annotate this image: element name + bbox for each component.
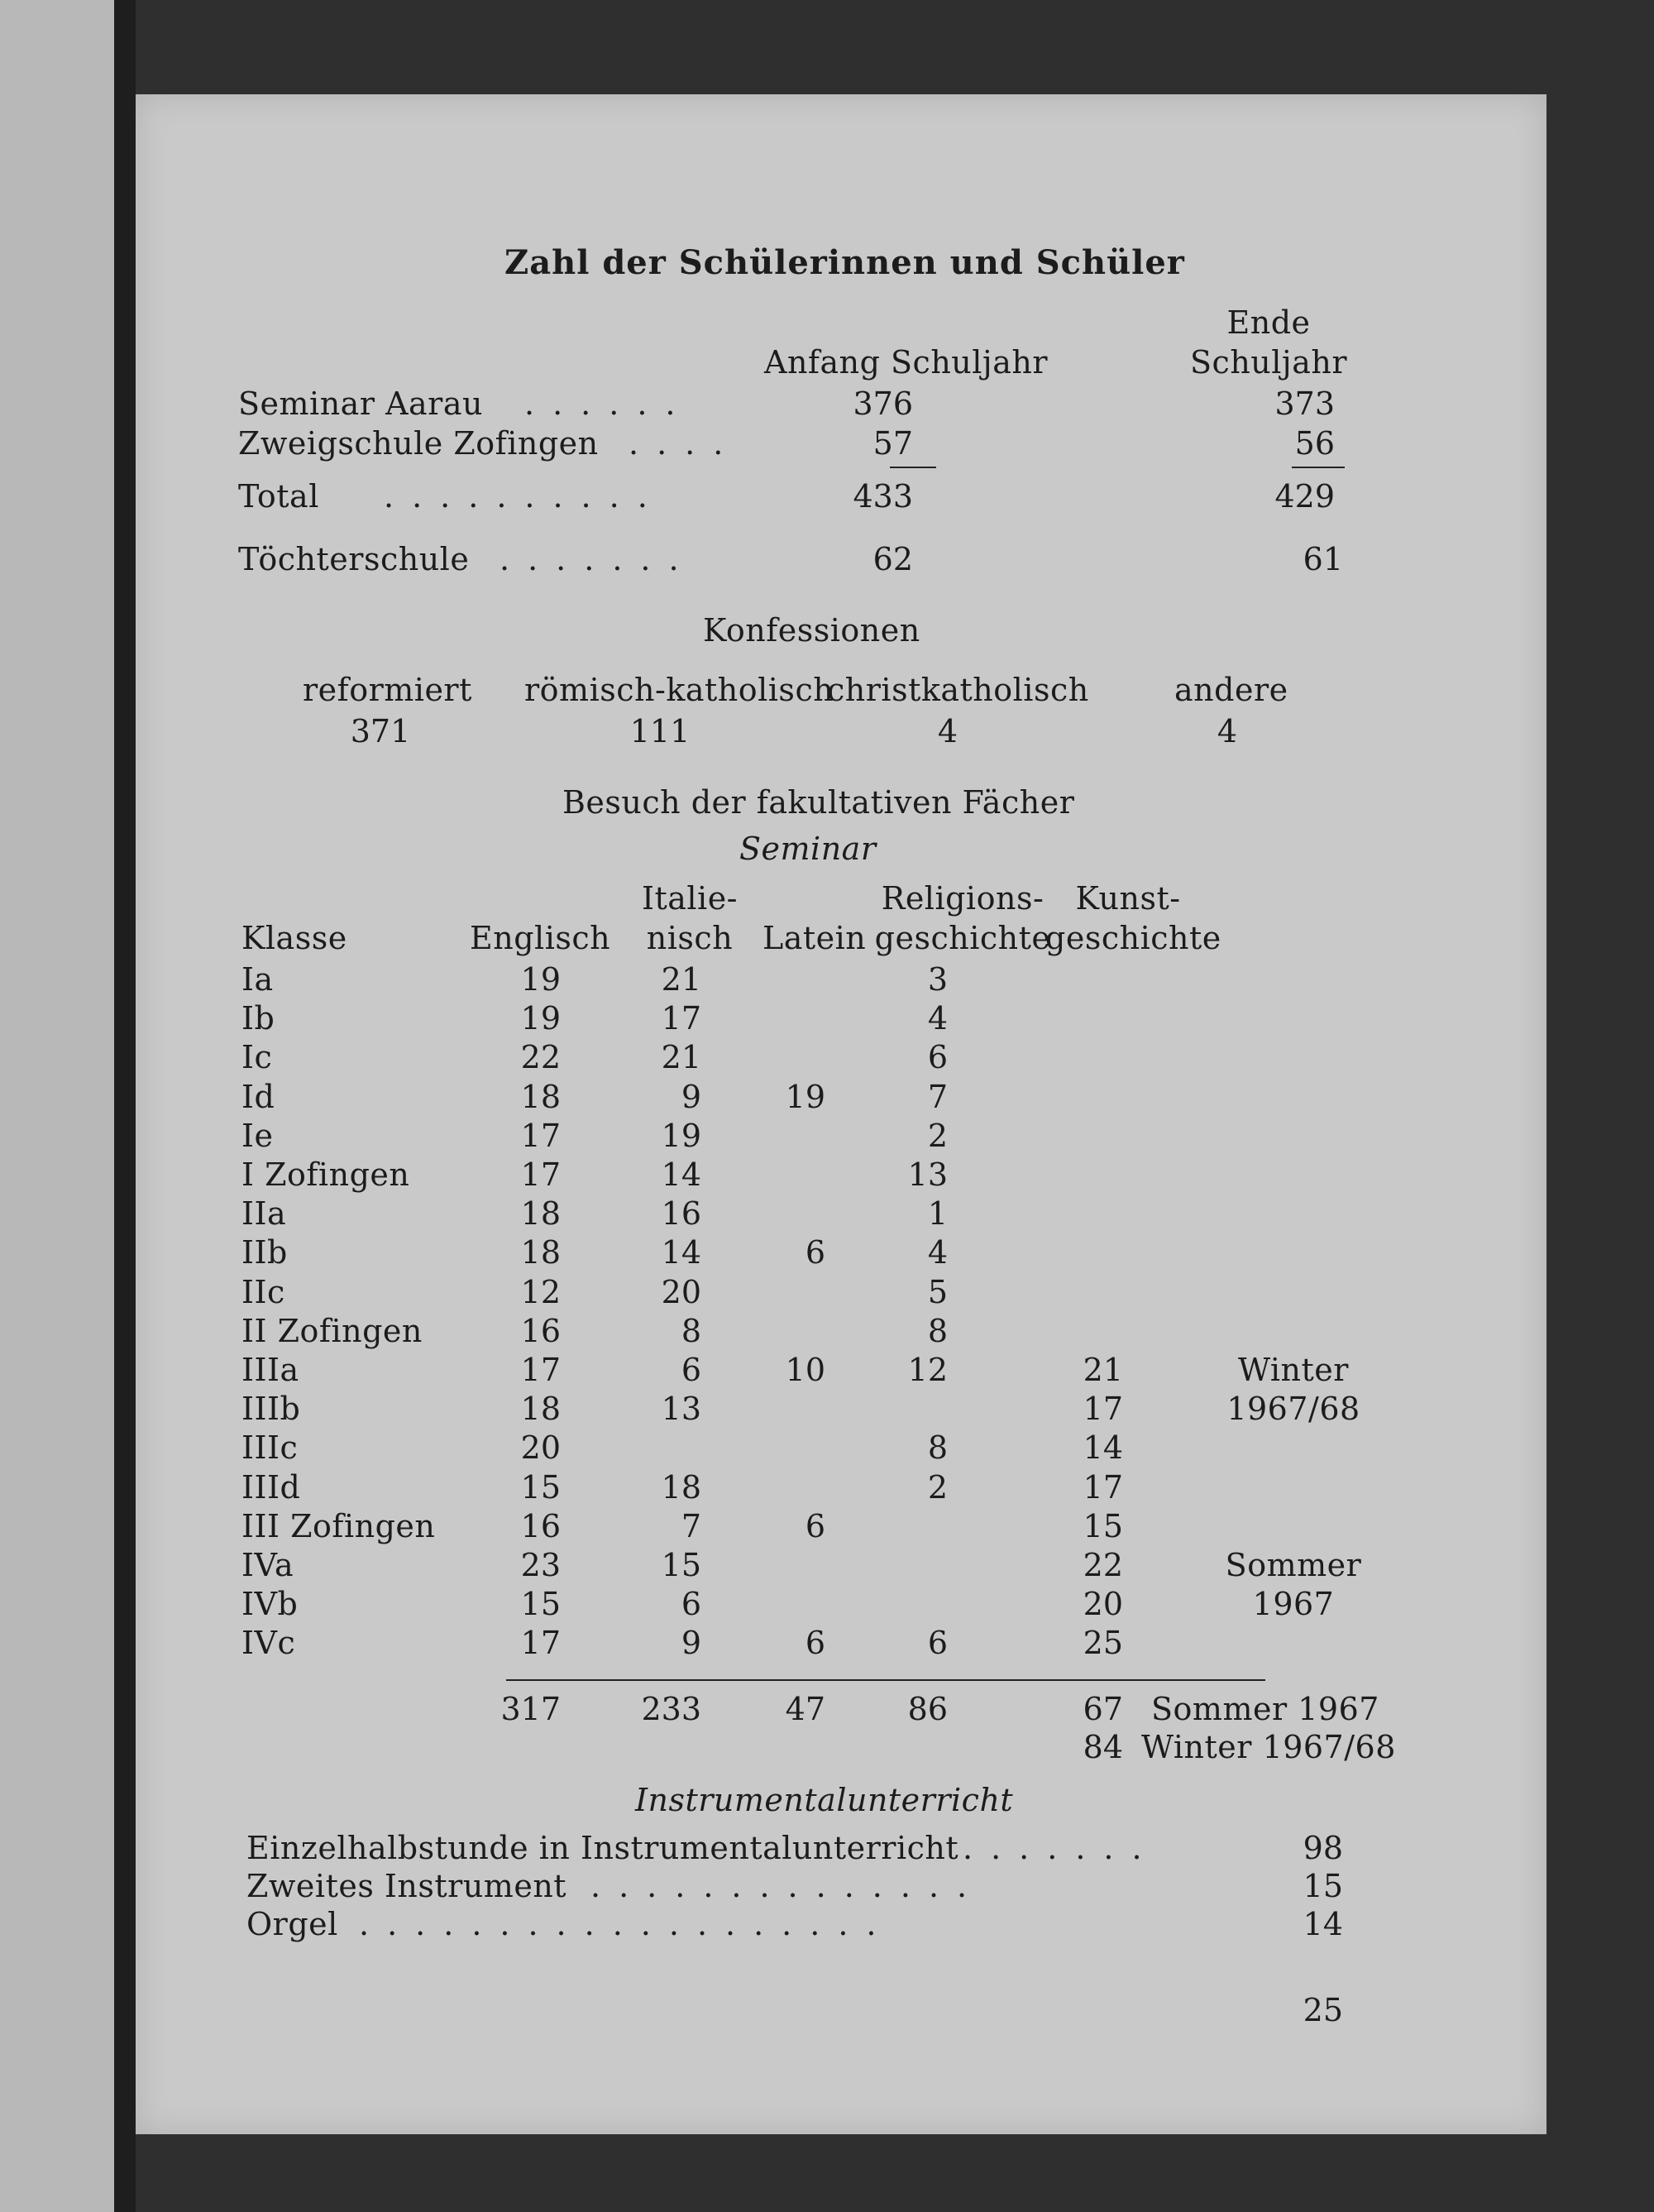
header-italienisch-1: Italie-	[641, 880, 739, 917]
end-value: 373	[1274, 385, 1335, 422]
cell-italienisch: 14	[661, 1156, 701, 1193]
cell-note: Winter	[1238, 1352, 1349, 1388]
cell-englisch: 17	[520, 1625, 561, 1661]
cell-klasse: II Zofingen	[241, 1313, 423, 1349]
cell-kunst: 20	[1083, 1586, 1123, 1622]
cell-klasse: Ib	[241, 1000, 275, 1037]
cell-kunst: 22	[1083, 1547, 1123, 1583]
page-title: Zahl der Schülerinnen und Schüler	[504, 243, 1185, 282]
cell-englisch: 19	[520, 961, 561, 998]
cell-italienisch: 21	[661, 961, 701, 998]
cell-klasse: IIId	[241, 1469, 301, 1506]
cell-latein: 6	[805, 1625, 825, 1661]
total-kunst-sommer-label: Sommer 1967	[1151, 1691, 1379, 1727]
leader-dots: .......	[963, 1830, 1160, 1866]
cell-klasse: Ie	[241, 1118, 274, 1154]
total-englisch: 317	[500, 1691, 561, 1727]
cell-englisch: 16	[520, 1313, 561, 1349]
col-end-line2: Schuljahr	[1190, 344, 1347, 381]
instrumental-heading: Instrumentalunterricht	[635, 1782, 1014, 1818]
cell-religion: 13	[907, 1156, 948, 1193]
end-value: 56	[1294, 425, 1335, 462]
cell-englisch: 15	[520, 1469, 561, 1506]
instrumental-value: 15	[1303, 1868, 1343, 1904]
cell-religion: 8	[927, 1313, 948, 1349]
cell-italienisch: 8	[681, 1313, 701, 1349]
total-latein: 47	[785, 1691, 825, 1727]
instrumental-value: 98	[1303, 1830, 1343, 1866]
cell-religion: 8	[927, 1429, 948, 1466]
confession-label: reformiert	[303, 672, 472, 708]
cell-religion: 2	[927, 1469, 948, 1506]
cell-italienisch: 6	[681, 1352, 701, 1388]
cell-klasse: IIIa	[241, 1352, 299, 1388]
cell-latein: 19	[785, 1079, 825, 1115]
cell-italienisch: 20	[661, 1274, 701, 1310]
leader-dots: ..............	[590, 1868, 986, 1904]
leader-dots: ....	[629, 425, 742, 462]
cell-kunst: 17	[1083, 1469, 1123, 1506]
start-value: 433	[853, 478, 913, 515]
header-kunst-2: geschichte	[1045, 920, 1221, 956]
document-page	[136, 94, 1546, 2134]
cell-englisch: 18	[520, 1234, 561, 1271]
cell-klasse: III Zofingen	[241, 1508, 436, 1544]
leader-dots: ..........	[384, 478, 666, 515]
start-value: 62	[872, 541, 913, 577]
cell-klasse: IVb	[241, 1586, 299, 1622]
leader-dots: ......	[524, 385, 694, 422]
cell-englisch: 20	[520, 1429, 561, 1466]
confession-label: christkatholisch	[827, 672, 1089, 708]
cell-religion: 6	[927, 1039, 948, 1075]
confession-label: andere	[1174, 672, 1288, 708]
cell-klasse: Ia	[241, 961, 274, 998]
cell-englisch: 12	[520, 1274, 561, 1310]
cell-religion: 7	[927, 1079, 948, 1115]
header-latein: Latein	[762, 920, 867, 956]
cell-klasse: Id	[241, 1079, 275, 1115]
cell-note: 1967	[1252, 1586, 1335, 1622]
cell-englisch: 23	[520, 1547, 561, 1583]
cell-note: 1967/68	[1226, 1391, 1360, 1427]
cell-kunst: 14	[1083, 1429, 1123, 1466]
instrumental-label: Zweites Instrument	[246, 1868, 567, 1904]
header-kunst-1: Kunst-	[1075, 880, 1181, 917]
end-value: 61	[1303, 541, 1343, 577]
cell-religion: 2	[927, 1118, 948, 1154]
cell-englisch: 17	[520, 1156, 561, 1193]
book-gutter	[114, 0, 136, 2212]
cell-kunst: 17	[1083, 1391, 1123, 1427]
cell-italienisch: 19	[661, 1118, 701, 1154]
leader-dots: ...................	[359, 1906, 895, 1942]
cell-kunst: 25	[1083, 1625, 1123, 1661]
cell-englisch: 16	[520, 1508, 561, 1544]
cell-englisch: 19	[520, 1000, 561, 1037]
cell-religion: 6	[927, 1625, 948, 1661]
electives-heading: Besuch der fakultativen Fächer	[562, 784, 1075, 821]
facing-page-edge	[0, 0, 124, 2212]
confession-value: 111	[629, 713, 691, 749]
confession-value: 4	[1217, 713, 1238, 749]
start-value: 376	[853, 385, 913, 422]
cell-klasse: IIa	[241, 1195, 287, 1232]
cell-kunst: 21	[1083, 1352, 1123, 1388]
confession-label: römisch-katholisch	[524, 672, 834, 708]
row-label: Zweigschule Zofingen	[238, 425, 599, 462]
total-kunst-sommer: 67	[1083, 1691, 1123, 1727]
cell-englisch: 15	[520, 1586, 561, 1622]
total-kunst-winter: 84	[1083, 1729, 1123, 1765]
row-label: Total	[238, 478, 319, 515]
cell-englisch: 17	[520, 1118, 561, 1154]
cell-italienisch: 13	[661, 1391, 701, 1427]
cell-italienisch: 14	[661, 1234, 701, 1271]
col-start-header: Anfang Schuljahr	[764, 344, 1049, 381]
cell-italienisch: 17	[661, 1000, 701, 1037]
header-religion-2: geschichte	[874, 920, 1051, 956]
cell-italienisch: 16	[661, 1195, 701, 1232]
cell-klasse: IIc	[241, 1274, 285, 1310]
cell-englisch: 17	[520, 1352, 561, 1388]
cell-italienisch: 15	[661, 1547, 701, 1583]
sum-rule	[890, 467, 936, 468]
confession-value: 4	[937, 713, 958, 749]
leader-dots: .......	[500, 541, 697, 577]
cell-latein: 6	[805, 1234, 825, 1271]
cell-italienisch: 9	[681, 1079, 701, 1115]
instrumental-value: 14	[1303, 1906, 1343, 1942]
totals-rule	[506, 1679, 1265, 1681]
cell-religion: 12	[907, 1352, 948, 1388]
cell-religion: 5	[927, 1274, 948, 1310]
cell-religion: 4	[927, 1234, 948, 1271]
end-value: 429	[1274, 478, 1335, 515]
cell-klasse: I Zofingen	[241, 1156, 410, 1193]
cell-religion: 1	[927, 1195, 948, 1232]
cell-latein: 6	[805, 1508, 825, 1544]
cell-latein: 10	[785, 1352, 825, 1388]
confession-value: 371	[350, 713, 411, 749]
cell-italienisch: 7	[681, 1508, 701, 1544]
cell-italienisch: 21	[661, 1039, 701, 1075]
total-religion: 86	[907, 1691, 948, 1727]
confessions-heading: Konfessionen	[703, 612, 920, 649]
instrumental-label: Einzelhalbstunde in Instrumentalunterricht	[246, 1830, 959, 1866]
cell-religion: 3	[927, 961, 948, 998]
cell-klasse: IIIc	[241, 1429, 299, 1466]
col-end-line1: Ende	[1226, 304, 1311, 341]
header-religion-1: Religions-	[881, 880, 1045, 917]
header-italienisch-2: nisch	[646, 920, 734, 956]
cell-klasse: Ic	[241, 1039, 273, 1075]
cell-note: Sommer	[1225, 1547, 1362, 1583]
start-value: 57	[872, 425, 913, 462]
cell-klasse: IVa	[241, 1547, 294, 1583]
cell-klasse: IIIb	[241, 1391, 301, 1427]
cell-italienisch: 9	[681, 1625, 701, 1661]
total-kunst-winter-label: Winter 1967/68	[1141, 1729, 1396, 1765]
total-italienisch: 233	[641, 1691, 701, 1727]
cell-klasse: IIb	[241, 1234, 288, 1271]
instrumental-label: Orgel	[246, 1906, 338, 1942]
row-label: Seminar Aarau	[238, 385, 483, 422]
cell-englisch: 22	[520, 1039, 561, 1075]
header-klasse: Klasse	[241, 920, 347, 956]
row-label: Töchterschule	[238, 541, 470, 577]
header-englisch: Englisch	[470, 920, 611, 956]
page-number: 25	[1303, 1992, 1343, 2028]
cell-italienisch: 18	[661, 1469, 701, 1506]
cell-englisch: 18	[520, 1391, 561, 1427]
cell-englisch: 18	[520, 1079, 561, 1115]
electives-subheading: Seminar	[739, 831, 877, 867]
sum-rule	[1292, 467, 1345, 468]
cell-italienisch: 6	[681, 1586, 701, 1622]
cell-religion: 4	[927, 1000, 948, 1037]
cell-klasse: IVc	[241, 1625, 296, 1661]
cell-englisch: 18	[520, 1195, 561, 1232]
cell-kunst: 15	[1083, 1508, 1123, 1544]
